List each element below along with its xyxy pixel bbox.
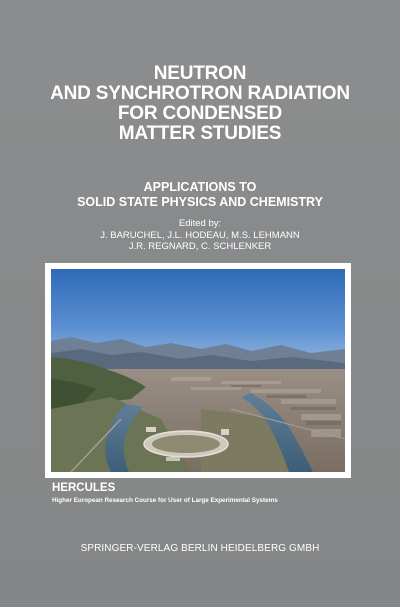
editors-block — [0, 218, 400, 253]
series-name: HERCULES — [52, 482, 116, 494]
publisher: SPRINGER-VERLAG BERLIN HEIDELBERG GMBH — [80, 543, 320, 554]
series-full-name: Higher European Research Course for User of Large Experimental Systems — [52, 497, 278, 504]
title-line-1: NEUTRON — [153, 63, 247, 84]
title-line-2: AND SYNCHROTRON RADIATION — [50, 83, 350, 104]
subtitle-line-1: APPLICATIONS TO — [143, 180, 257, 194]
editors-line-1: J. BARUCHEL, J.L. HODEAU, M.S. LEHMANN — [100, 229, 300, 241]
cover-photo-frame — [45, 263, 351, 478]
aerial-city-photo — [51, 269, 345, 472]
book-subtitle — [0, 180, 400, 210]
subtitle-line-2: SOLID STATE PHYSICS AND CHEMISTRY — [77, 195, 323, 209]
book-title — [0, 64, 400, 144]
editors-line-2: J.R. REGNARD, C. SCHLENKER — [128, 241, 272, 252]
title-line-3: FOR CONDENSED — [117, 103, 283, 124]
title-line-4: MATTER STUDIES — [118, 123, 282, 144]
editors-label: Edited by: — [178, 218, 222, 229]
